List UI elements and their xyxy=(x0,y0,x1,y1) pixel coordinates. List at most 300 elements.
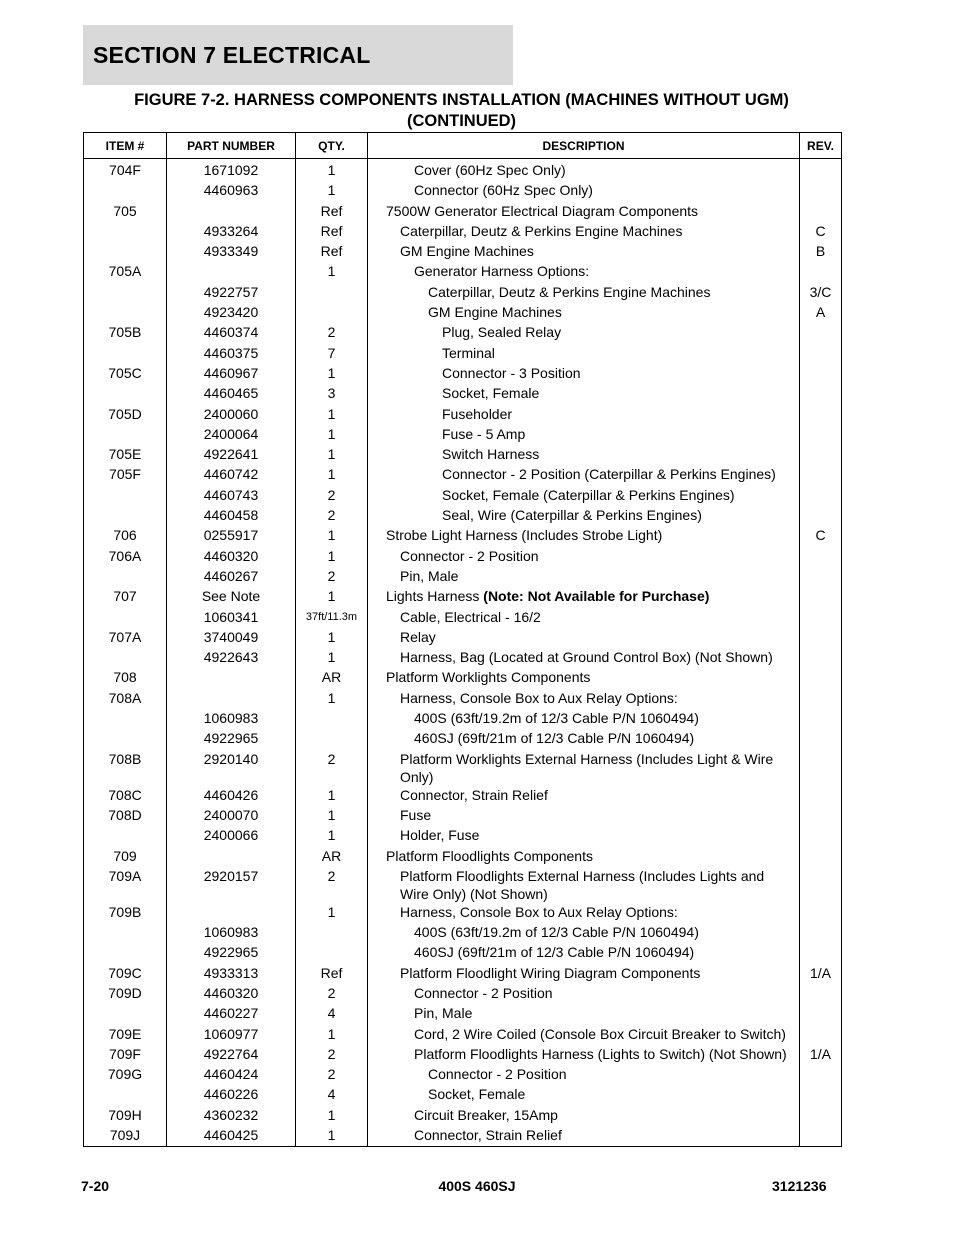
table-row xyxy=(84,608,842,628)
item-number-cell: 709F xyxy=(84,1045,167,1065)
item-number-cell xyxy=(84,506,167,526)
table-row xyxy=(84,159,842,182)
description-cell xyxy=(368,303,800,323)
part-number-cell: 4922965 xyxy=(167,943,296,963)
part-number-cell: 2400060 xyxy=(167,405,296,425)
description-cell xyxy=(368,567,800,587)
table-row xyxy=(84,628,842,648)
table-row xyxy=(84,486,842,506)
description-cell xyxy=(368,465,800,485)
table-row xyxy=(84,1065,842,1085)
description-text: Cover (60Hz Spec Only) xyxy=(414,162,566,178)
table-row xyxy=(84,984,842,1004)
item-number-cell xyxy=(84,648,167,668)
rev-cell xyxy=(800,364,842,384)
part-number-cell xyxy=(167,847,296,867)
part-number-cell: 4460458 xyxy=(167,506,296,526)
rev-cell xyxy=(800,567,842,587)
part-number-cell: 4922757 xyxy=(167,283,296,303)
rev-cell xyxy=(800,1085,842,1105)
description-text: 7500W Generator Electrical Diagram Components xyxy=(386,202,699,219)
qty-cell: 1 xyxy=(296,648,368,668)
description-text: Generator Harness Options: xyxy=(414,263,590,280)
part-number-cell: 4460963 xyxy=(167,181,296,201)
item-number-cell: 705F xyxy=(84,465,167,485)
part-number-cell: 4933349 xyxy=(167,242,296,262)
description-cell xyxy=(368,628,800,648)
table-row xyxy=(84,303,842,323)
table-row xyxy=(84,729,842,749)
qty-cell: Ref xyxy=(296,202,368,222)
table-row xyxy=(84,1045,842,1065)
item-number-cell: 704F xyxy=(84,159,167,182)
rev-cell xyxy=(800,750,842,786)
description-cell xyxy=(368,1045,800,1065)
description-cell xyxy=(368,964,800,984)
rev-cell xyxy=(800,984,842,1004)
description-cell xyxy=(368,923,800,943)
table-row xyxy=(84,923,842,943)
item-number-cell: 705B xyxy=(84,323,167,343)
rev-cell xyxy=(800,689,842,709)
qty-cell: 1 xyxy=(296,628,368,648)
qty-cell: 1 xyxy=(296,262,368,282)
description-text: Platform Worklights External Harness (Includes Light & Wire Only) xyxy=(400,750,774,785)
description-text: Fuse - 5 Amp xyxy=(442,425,526,442)
item-number-cell: 708A xyxy=(84,689,167,709)
description-text: Platform Floodlight Wiring Diagram Components xyxy=(400,964,701,981)
rev-cell xyxy=(800,405,842,425)
part-number-cell: 4922641 xyxy=(167,445,296,465)
qty-cell: 1 xyxy=(296,405,368,425)
rev-cell xyxy=(800,465,842,485)
rev-cell xyxy=(800,1106,842,1126)
rev-cell xyxy=(800,344,842,364)
table-row xyxy=(84,567,842,587)
qty-cell: Ref xyxy=(296,964,368,984)
description-cell xyxy=(368,903,800,923)
rev-cell xyxy=(800,903,842,923)
table-row xyxy=(84,1106,842,1126)
item-number-cell xyxy=(84,303,167,323)
part-number-cell: 4460424 xyxy=(167,1065,296,1085)
table-row xyxy=(84,323,842,343)
table-row xyxy=(84,943,842,963)
qty-cell: 2 xyxy=(296,750,368,786)
rev-cell xyxy=(800,587,842,607)
item-number-cell xyxy=(84,242,167,262)
rev-cell xyxy=(800,1004,842,1024)
description-text: Cord, 2 Wire Coiled (Console Box Circuit Breaker to Switch) xyxy=(414,1025,786,1042)
item-number-cell: 709A xyxy=(84,867,167,903)
description-cell xyxy=(368,648,800,668)
description-cell xyxy=(368,222,800,242)
rev-cell xyxy=(800,648,842,668)
description-cell xyxy=(368,202,800,222)
item-number-cell xyxy=(84,384,167,404)
item-number-cell xyxy=(84,608,167,628)
part-number-cell: See Note xyxy=(167,587,296,607)
qty-cell: 3 xyxy=(296,384,368,404)
rev-cell: 1/A xyxy=(800,964,842,984)
header-item: ITEM # xyxy=(84,133,167,159)
description-text: Circuit Breaker, 15Amp xyxy=(414,1106,558,1123)
table-row xyxy=(84,344,842,364)
description-cell xyxy=(368,806,800,826)
item-number-cell xyxy=(84,486,167,506)
footer-doc-number: 3121236 xyxy=(772,1178,827,1194)
description-text: 460SJ (69ft/21m of 12/3 Cable P/N 1060494) xyxy=(414,944,695,961)
description-text: Plug, Sealed Relay xyxy=(442,324,562,341)
qty-cell: 1 xyxy=(296,425,368,445)
rev-cell xyxy=(800,1126,842,1147)
part-number-cell: 1060983 xyxy=(167,923,296,943)
rev-cell xyxy=(800,384,842,404)
qty-cell xyxy=(296,943,368,963)
footer-page-number: 7-20 xyxy=(81,1178,110,1194)
part-number-cell: 2920140 xyxy=(167,750,296,786)
item-number-cell: 709J xyxy=(84,1126,167,1147)
description-cell xyxy=(368,344,800,364)
table-row xyxy=(84,689,842,709)
rev-cell xyxy=(800,1025,842,1045)
description-cell xyxy=(368,384,800,404)
rev-cell: B xyxy=(800,242,842,262)
table-row xyxy=(84,283,842,303)
footer-model: 400S 460SJ xyxy=(438,1178,516,1194)
qty-cell: 7 xyxy=(296,344,368,364)
item-number-cell: 709G xyxy=(84,1065,167,1085)
description-text: Terminal xyxy=(442,344,495,361)
description-text: Caterpillar, Deutz & Perkins Engine Machines xyxy=(428,283,711,300)
qty-cell: 1 xyxy=(296,786,368,806)
description-cell xyxy=(368,262,800,282)
description-text: Platform Floodlights External Harness (Includes Lights and Wire Only) (Not Shown) xyxy=(400,867,765,902)
description-cell xyxy=(368,1085,800,1105)
rev-cell xyxy=(800,628,842,648)
rev-cell xyxy=(800,709,842,729)
table-row xyxy=(84,526,842,546)
qty-cell: 1 xyxy=(296,689,368,709)
qty-cell: 1 xyxy=(296,465,368,485)
item-number-cell: 708D xyxy=(84,806,167,826)
part-number-cell: 1060983 xyxy=(167,709,296,729)
part-number-cell: 2400070 xyxy=(167,806,296,826)
description-cell xyxy=(368,1126,800,1147)
rev-cell: C xyxy=(800,526,842,546)
description-cell xyxy=(368,181,800,201)
part-number-cell: 4922643 xyxy=(167,648,296,668)
item-number-cell: 705A xyxy=(84,262,167,282)
qty-cell: 1 xyxy=(296,526,368,546)
item-number-cell xyxy=(84,425,167,445)
table-row xyxy=(84,648,842,668)
description-text: Pin, Male xyxy=(400,567,459,584)
description-text: Relay xyxy=(400,628,436,645)
description-text: Fuse xyxy=(400,806,432,823)
description-text: Switch Harness xyxy=(442,446,540,463)
section-title: SECTION 7 ELECTRICAL xyxy=(93,42,371,68)
qty-cell: 2 xyxy=(296,567,368,587)
part-number-cell: 1060341 xyxy=(167,608,296,628)
description-cell xyxy=(368,826,800,846)
part-number-cell: 4460267 xyxy=(167,567,296,587)
rev-cell xyxy=(800,445,842,465)
table-row xyxy=(84,405,842,425)
table-row xyxy=(84,903,842,923)
description-text: Harness, Console Box to Aux Relay Options: xyxy=(400,903,678,920)
qty-cell: AR xyxy=(296,847,368,867)
description-text: 460SJ (69ft/21m of 12/3 Cable P/N 1060494) xyxy=(414,730,695,747)
part-number-cell: 4923420 xyxy=(167,303,296,323)
qty-cell: 1 xyxy=(296,587,368,607)
description-cell xyxy=(368,984,800,1004)
part-number-cell: 4460425 xyxy=(167,1126,296,1147)
description-text: Platform Floodlights Harness (Lights to Switch) (Not Shown) xyxy=(414,1045,787,1062)
item-number-cell: 708 xyxy=(84,668,167,688)
part-number-cell: 2400064 xyxy=(167,425,296,445)
description-text: 400S (63ft/19.2m of 12/3 Cable P/N 1060494) xyxy=(414,710,699,727)
description-cell xyxy=(368,608,800,628)
description-cell xyxy=(368,405,800,425)
description-text: Holder, Fuse xyxy=(400,827,480,844)
figure-title xyxy=(83,90,840,132)
description-text: Pin, Male xyxy=(414,1005,473,1022)
description-text: Socket, Female (Caterpillar & Perkins Engines) xyxy=(442,486,735,503)
description-text: 400S (63ft/19.2m of 12/3 Cable P/N 1060494) xyxy=(414,924,699,941)
qty-cell: 2 xyxy=(296,1065,368,1085)
table-row xyxy=(84,1004,842,1024)
qty-cell: 1 xyxy=(296,826,368,846)
description-text: GM Engine Machines xyxy=(400,243,534,260)
item-number-cell: 709H xyxy=(84,1106,167,1126)
description-cell xyxy=(368,1106,800,1126)
description-text: Socket, Female xyxy=(442,385,540,402)
rev-cell: C xyxy=(800,222,842,242)
table-row xyxy=(84,181,842,201)
header-rev: REV. xyxy=(800,133,842,159)
table-row xyxy=(84,242,842,262)
description-text: Connector, Strain Relief xyxy=(400,786,548,803)
table-row xyxy=(84,465,842,485)
rev-cell xyxy=(800,786,842,806)
header-part-number: PART NUMBER xyxy=(167,133,296,159)
item-number-cell: 709D xyxy=(84,984,167,1004)
description-cell xyxy=(368,1004,800,1024)
qty-cell: Ref xyxy=(296,242,368,262)
item-number-cell: 706A xyxy=(84,547,167,567)
qty-cell: 1 xyxy=(296,1126,368,1147)
rev-cell xyxy=(800,425,842,445)
qty-cell: 4 xyxy=(296,1004,368,1024)
qty-cell: 1 xyxy=(296,181,368,201)
qty-cell: AR xyxy=(296,668,368,688)
description-cell xyxy=(368,323,800,343)
rev-cell xyxy=(800,826,842,846)
rev-cell xyxy=(800,181,842,201)
part-number-cell: 4460227 xyxy=(167,1004,296,1024)
description-cell xyxy=(368,159,800,182)
item-number-cell: 709E xyxy=(84,1025,167,1045)
rev-cell: 1/A xyxy=(800,1045,842,1065)
description-cell xyxy=(368,847,800,867)
table-row xyxy=(84,826,842,846)
item-number-cell xyxy=(84,923,167,943)
part-number-cell: 4460426 xyxy=(167,786,296,806)
description-cell xyxy=(368,242,800,262)
part-number-cell: 4460374 xyxy=(167,323,296,343)
part-number-cell xyxy=(167,903,296,923)
qty-cell: 1 xyxy=(296,445,368,465)
qty-cell: 1 xyxy=(296,364,368,384)
section-header xyxy=(83,25,513,85)
description-cell xyxy=(368,1025,800,1045)
qty-cell: 2 xyxy=(296,1045,368,1065)
description-text: Platform Floodlights Components xyxy=(386,847,593,864)
rev-cell xyxy=(800,202,842,222)
item-number-cell: 707 xyxy=(84,587,167,607)
item-number-cell: 709B xyxy=(84,903,167,923)
qty-cell: 2 xyxy=(296,506,368,526)
rev-cell xyxy=(800,608,842,628)
item-number-cell: 705E xyxy=(84,445,167,465)
qty-cell: 2 xyxy=(296,984,368,1004)
description-text: Harness, Bag (Located at Ground Control Box) (Not Shown) xyxy=(400,649,773,666)
item-number-cell xyxy=(84,1004,167,1024)
qty-cell: 1 xyxy=(296,903,368,923)
part-number-cell: 4460375 xyxy=(167,344,296,364)
item-number-cell: 705 xyxy=(84,202,167,222)
qty-cell: 2 xyxy=(296,323,368,343)
figure-title-line-1: FIGURE 7-2. HARNESS COMPONENTS INSTALLATION (MACHINES WITHOUT UGM) xyxy=(134,91,789,109)
table-body xyxy=(84,159,842,1147)
rev-cell xyxy=(800,847,842,867)
description-cell xyxy=(368,689,800,709)
rev-cell xyxy=(800,867,842,903)
part-number-cell: 4460743 xyxy=(167,486,296,506)
part-number-cell: 4460967 xyxy=(167,364,296,384)
part-number-cell: 2920157 xyxy=(167,867,296,903)
part-number-cell: 4933264 xyxy=(167,222,296,242)
description-text: GM Engine Machines xyxy=(428,304,562,321)
table-row xyxy=(84,709,842,729)
item-number-cell: 709 xyxy=(84,847,167,867)
description-text: Platform Worklights Components xyxy=(386,669,591,686)
description-cell xyxy=(368,506,800,526)
rev-cell xyxy=(800,1065,842,1085)
description-text: Connector - 3 Position xyxy=(442,364,581,381)
rev-cell: 3/C xyxy=(800,283,842,303)
part-number-cell: 1671092 xyxy=(167,159,296,182)
description-text: Lights Harness xyxy=(386,588,484,605)
item-number-cell xyxy=(84,344,167,364)
rev-cell xyxy=(800,943,842,963)
table-row xyxy=(84,1085,842,1105)
table-row xyxy=(84,806,842,826)
part-number-cell xyxy=(167,262,296,282)
part-number-cell: 4922965 xyxy=(167,729,296,749)
rev-cell: A xyxy=(800,303,842,323)
table-row xyxy=(84,750,842,786)
item-number-cell xyxy=(84,1085,167,1105)
description-text: Strobe Light Harness (Includes Strobe Light) xyxy=(386,527,663,544)
description-text: Fuseholder xyxy=(442,405,513,422)
item-number-cell: 705D xyxy=(84,405,167,425)
item-number-cell xyxy=(84,283,167,303)
item-number-cell: 708B xyxy=(84,750,167,786)
qty-cell: 37ft/11.3m xyxy=(296,608,368,628)
description-text: Caterpillar, Deutz & Perkins Engine Machines xyxy=(400,222,683,239)
table-row xyxy=(84,964,842,984)
description-cell xyxy=(368,786,800,806)
rev-cell xyxy=(800,668,842,688)
description-text: Connector - 2 Position xyxy=(428,1066,567,1083)
description-cell xyxy=(368,425,800,445)
part-number-cell: 1060977 xyxy=(167,1025,296,1045)
description-cell xyxy=(368,587,800,607)
description-cell xyxy=(368,547,800,567)
item-number-cell xyxy=(84,729,167,749)
qty-cell xyxy=(296,729,368,749)
rev-cell xyxy=(800,323,842,343)
table-row xyxy=(84,587,842,607)
qty-cell: 2 xyxy=(296,486,368,506)
item-number-cell xyxy=(84,181,167,201)
part-number-cell: 4460465 xyxy=(167,384,296,404)
description-cell xyxy=(368,750,800,786)
part-number-cell: 4922764 xyxy=(167,1045,296,1065)
parts-table xyxy=(83,132,842,1147)
table-row xyxy=(84,786,842,806)
part-number-cell: 0255917 xyxy=(167,526,296,546)
qty-cell: Ref xyxy=(296,222,368,242)
description-cell xyxy=(368,709,800,729)
qty-cell xyxy=(296,303,368,323)
part-number-cell: 4360232 xyxy=(167,1106,296,1126)
rev-cell xyxy=(800,923,842,943)
part-number-cell: 4460320 xyxy=(167,547,296,567)
part-number-cell xyxy=(167,202,296,222)
rev-cell xyxy=(800,729,842,749)
part-number-cell xyxy=(167,668,296,688)
rev-cell xyxy=(800,547,842,567)
table-row xyxy=(84,847,842,867)
item-number-cell xyxy=(84,826,167,846)
qty-cell: 1 xyxy=(296,547,368,567)
table-row xyxy=(84,867,842,903)
description-text: Connector - 2 Position (Caterpillar & Perkins Engines) xyxy=(442,466,776,483)
table-header-row xyxy=(84,133,842,159)
description-text: Connector (60Hz Spec Only) xyxy=(414,182,593,199)
table-row xyxy=(84,506,842,526)
qty-cell xyxy=(296,923,368,943)
rev-cell xyxy=(800,506,842,526)
description-cell xyxy=(368,668,800,688)
table-row xyxy=(84,547,842,567)
qty-cell: 4 xyxy=(296,1085,368,1105)
qty-cell: 1 xyxy=(296,806,368,826)
table-row xyxy=(84,384,842,404)
item-number-cell xyxy=(84,709,167,729)
table-row xyxy=(84,445,842,465)
rev-cell xyxy=(800,262,842,282)
item-number-cell xyxy=(84,567,167,587)
description-text: Connector - 2 Position xyxy=(414,984,553,1001)
description-text: Socket, Female xyxy=(428,1086,526,1103)
description-cell xyxy=(368,364,800,384)
qty-cell: 1 xyxy=(296,1025,368,1045)
part-number-cell: 4933313 xyxy=(167,964,296,984)
